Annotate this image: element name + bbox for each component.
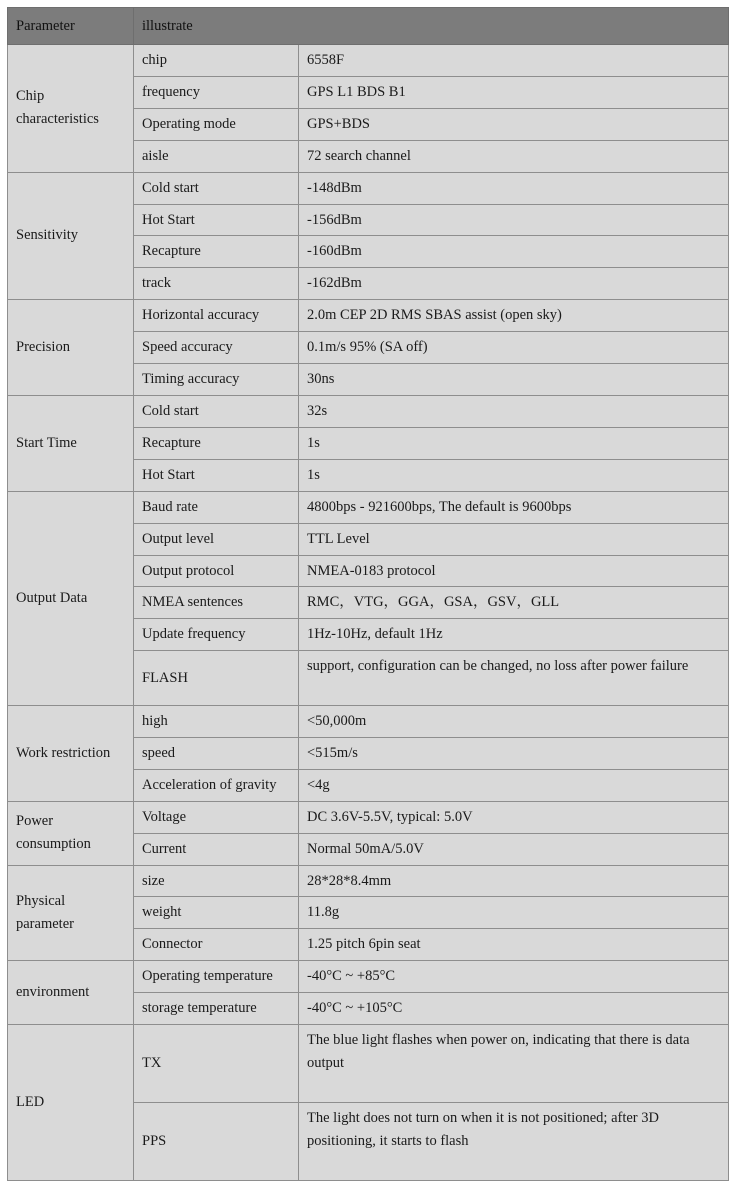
table-row xyxy=(8,395,729,427)
table-row xyxy=(8,961,729,993)
parameter-group-label: Chip characteristics xyxy=(8,45,134,173)
parameter-value-cell: 4800bps - 921600bps, The default is 9600bps xyxy=(299,491,729,523)
header-row xyxy=(8,8,729,45)
table-row xyxy=(8,801,729,833)
parameter-group-label: Work restriction xyxy=(8,706,134,802)
parameter-name-cell: Hot Start xyxy=(134,459,299,491)
parameter-name-cell: Acceleration of gravity xyxy=(134,769,299,801)
parameter-value-cell: support, configuration can be changed, no loss after power failure xyxy=(299,651,729,706)
parameter-value-cell: -40°C ~ +85°C xyxy=(299,961,729,993)
parameter-value-cell: GPS L1 BDS B1 xyxy=(299,76,729,108)
parameter-value-cell: 11.8g xyxy=(299,897,729,929)
table-body xyxy=(8,45,729,1181)
parameter-name-cell: TX xyxy=(134,1025,299,1103)
column-header-illustrate: illustrate xyxy=(134,8,729,45)
parameter-value-cell: 1s xyxy=(299,427,729,459)
parameter-name-cell: FLASH xyxy=(134,651,299,706)
parameter-name-cell: Baud rate xyxy=(134,491,299,523)
table-row xyxy=(8,491,729,523)
parameter-name-cell: speed xyxy=(134,737,299,769)
parameter-group-label: Sensitivity xyxy=(8,172,134,300)
parameter-value-cell: 1Hz-10Hz, default 1Hz xyxy=(299,619,729,651)
parameter-value-cell: -156dBm xyxy=(299,204,729,236)
parameter-value-cell: <515m/s xyxy=(299,737,729,769)
parameter-value-cell: The light does not turn on when it is not positioned; after 3D positioning, it starts to flash xyxy=(299,1102,729,1180)
parameter-group-label: environment xyxy=(8,961,134,1025)
parameter-name-cell: Speed accuracy xyxy=(134,332,299,364)
parameter-name-cell: storage temperature xyxy=(134,993,299,1025)
parameter-value-cell: <4g xyxy=(299,769,729,801)
parameter-name-cell: Cold start xyxy=(134,395,299,427)
parameter-value-cell: Normal 50mA/5.0V xyxy=(299,833,729,865)
parameter-name-cell: Operating temperature xyxy=(134,961,299,993)
parameter-value-cell: 2.0m CEP 2D RMS SBAS assist (open sky) xyxy=(299,300,729,332)
parameter-name-cell: Output protocol xyxy=(134,555,299,587)
parameter-group-label: LED xyxy=(8,1025,134,1180)
parameter-name-cell: Connector xyxy=(134,929,299,961)
parameter-value-cell: 1.25 pitch 6pin seat xyxy=(299,929,729,961)
parameter-name-cell: Update frequency xyxy=(134,619,299,651)
parameter-value-cell: 1s xyxy=(299,459,729,491)
parameter-name-cell: NMEA sentences xyxy=(134,587,299,619)
parameter-name-cell: aisle xyxy=(134,140,299,172)
parameter-group-label: Physical parameter xyxy=(8,865,134,961)
parameter-value-cell: 0.1m/s 95% (SA off) xyxy=(299,332,729,364)
parameter-name-cell: Current xyxy=(134,833,299,865)
parameter-value-cell: GPS+BDS xyxy=(299,108,729,140)
parameter-value-cell: RMC，VTG，GGA，GSA，GSV，GLL xyxy=(299,587,729,619)
parameter-value-cell: 6558F xyxy=(299,45,729,77)
table-header xyxy=(8,8,729,45)
parameter-group-label: Precision xyxy=(8,300,134,396)
parameter-value-cell: -160dBm xyxy=(299,236,729,268)
parameter-value-cell: -162dBm xyxy=(299,268,729,300)
parameter-value-cell: 32s xyxy=(299,395,729,427)
parameter-name-cell: track xyxy=(134,268,299,300)
table-row xyxy=(8,1025,729,1103)
table-row xyxy=(8,300,729,332)
parameter-value-cell: The blue light flashes when power on, indicating that there is data output xyxy=(299,1025,729,1103)
column-header-parameter: Parameter xyxy=(8,8,134,45)
parameter-value-cell: 28*28*8.4mm xyxy=(299,865,729,897)
parameter-value-cell: -40°C ~ +105°C xyxy=(299,993,729,1025)
parameter-value-cell: 30ns xyxy=(299,364,729,396)
parameter-name-cell: Output level xyxy=(134,523,299,555)
parameter-name-cell: Horizontal accuracy xyxy=(134,300,299,332)
parameter-name-cell: Operating mode xyxy=(134,108,299,140)
table-row xyxy=(8,45,729,77)
parameter-name-cell: chip xyxy=(134,45,299,77)
parameter-value-cell: <50,000m xyxy=(299,706,729,738)
parameter-name-cell: Hot Start xyxy=(134,204,299,236)
table-row xyxy=(8,172,729,204)
parameter-value-cell: DC 3.6V-5.5V, typical: 5.0V xyxy=(299,801,729,833)
parameter-value-cell: 72 search channel xyxy=(299,140,729,172)
parameter-group-label: Output Data xyxy=(8,491,134,705)
parameter-name-cell: PPS xyxy=(134,1102,299,1180)
table-row xyxy=(8,865,729,897)
parameter-name-cell: weight xyxy=(134,897,299,929)
parameter-group-label: Start Time xyxy=(8,395,134,491)
parameter-name-cell: Recapture xyxy=(134,427,299,459)
parameter-group-label: Power consumption xyxy=(8,801,134,865)
parameter-value-cell: NMEA-0183 protocol xyxy=(299,555,729,587)
specification-table xyxy=(7,7,729,1181)
parameter-name-cell: Timing accuracy xyxy=(134,364,299,396)
parameter-name-cell: high xyxy=(134,706,299,738)
parameter-name-cell: Recapture xyxy=(134,236,299,268)
parameter-name-cell: Voltage xyxy=(134,801,299,833)
parameter-name-cell: Cold start xyxy=(134,172,299,204)
parameter-value-cell: -148dBm xyxy=(299,172,729,204)
parameter-name-cell: frequency xyxy=(134,76,299,108)
parameter-value-cell: TTL Level xyxy=(299,523,729,555)
parameter-name-cell: size xyxy=(134,865,299,897)
table-row xyxy=(8,706,729,738)
